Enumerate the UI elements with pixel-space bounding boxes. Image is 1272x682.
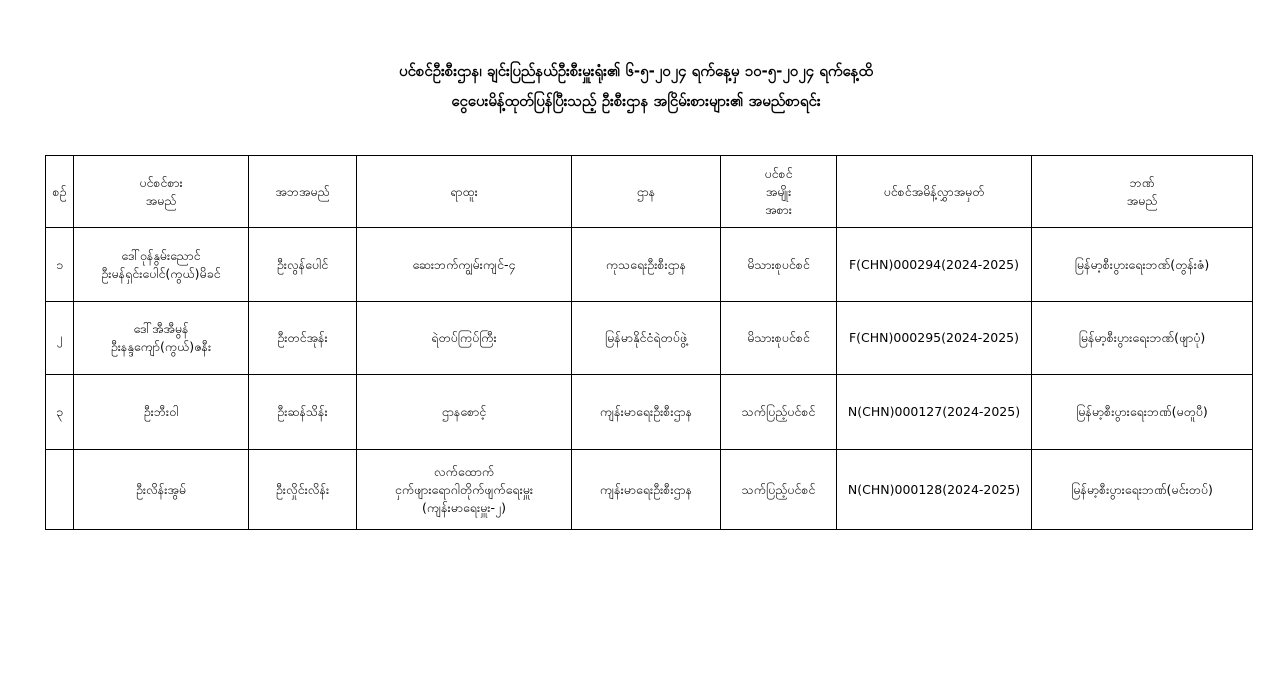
cell-pensioner-name bbox=[74, 375, 249, 450]
header-pension-type bbox=[721, 156, 837, 228]
cell-no: ၂ bbox=[46, 302, 74, 375]
cell-order-no: F(CHN)000294(2024-2025) bbox=[837, 228, 1032, 302]
document-title-line1: ပင်စင်ဦးစီးဌာန၊ ချင်းပြည်နယ်ဦးစီးမှူးရုံး၏ ၆-၅-၂၀၂၄ ရက်နေ့မှ ၁၀-၅-၂၀၂၄ ရက်နေ့ထိ bbox=[399, 62, 873, 80]
header-pensioner-line2: အမည် bbox=[145, 192, 177, 208]
cell-rank-line3: (ကျန်းမာရေးမှူး-၂) bbox=[422, 499, 506, 515]
cell-rank-line2: ငှက်ဖျားရောဂါတိုက်ဖျက်ရေးမှူး bbox=[394, 481, 534, 497]
cell-order-no: N(CHN)000128(2024-2025) bbox=[837, 450, 1032, 530]
cell-rank-line1: ဌာနစောင့် bbox=[441, 404, 487, 419]
cell-bank-name: မြန်မာ့စီးပွားရေးဘဏ်(တွန်းဇံ) bbox=[1032, 228, 1253, 302]
header-no: စဉ် bbox=[46, 156, 74, 228]
cell-no: ၃ bbox=[46, 375, 74, 450]
cell-pension-type: သက်ပြည့်ပင်စင် bbox=[721, 450, 837, 530]
header-pensioner-line1: ပင်စင်စား bbox=[139, 174, 183, 190]
cell-pension-type: သက်ပြည့်ပင်စင် bbox=[721, 375, 837, 450]
cell-pensioner-name bbox=[74, 302, 249, 375]
cell-name-line2: ဦးနန္ဒကျော်(ကွယ်)ဇနီး bbox=[110, 339, 212, 354]
header-type-line1: ပင်စင် bbox=[764, 165, 793, 181]
cell-name-line1: ဒေါ်အီအီမွန် bbox=[133, 321, 189, 336]
cell-name-line2: ဦးမန်ရှင်းပေါင်(ကွယ်)မိခင် bbox=[101, 265, 221, 281]
cell-department: ကျန်းမာရေးဦးစီးဌာန bbox=[572, 375, 721, 450]
cell-rank-line1: ရဲတပ်ကြပ်ကြီး bbox=[431, 330, 497, 345]
cell-no bbox=[46, 450, 74, 530]
cell-rank-line1: လက်ထောက် bbox=[433, 463, 495, 479]
header-type-line3: အစား bbox=[765, 201, 792, 217]
cell-no: ၁ bbox=[46, 228, 74, 302]
header-order-no: ပင်စင်အမိန့်လွှာအမှတ် bbox=[837, 156, 1032, 228]
cell-father-name: ဦးလှိုင်းလိန်း bbox=[249, 450, 357, 530]
header-pensioner-name bbox=[74, 156, 249, 228]
header-father-name: အဘအမည် bbox=[249, 156, 357, 228]
header-rank: ရာထူး bbox=[357, 156, 572, 228]
pensioner-table bbox=[45, 155, 1253, 530]
cell-order-no: N(CHN)000127(2024-2025) bbox=[837, 375, 1032, 450]
cell-name-line1: ဦးဘီးဝါ bbox=[143, 404, 179, 419]
cell-name-line1: ဒေါ်ဝုန်နွမ်းညောင် bbox=[121, 247, 201, 263]
header-department: ဌာန bbox=[572, 156, 721, 228]
cell-name-line1: ဦးလိန်းအွမ် bbox=[135, 481, 187, 497]
cell-pensioner-name bbox=[74, 450, 249, 530]
cell-pension-type: မိသားစုပင်စင် bbox=[721, 302, 837, 375]
cell-rank bbox=[357, 375, 572, 450]
cell-rank bbox=[357, 450, 572, 530]
cell-rank-line1: ဆေးဘက်ကျွမ်းကျင်-၄ bbox=[412, 256, 516, 272]
header-bank-name bbox=[1032, 156, 1253, 228]
table-row bbox=[46, 302, 1253, 375]
document-title-line2: ငွေပေးမိန့်ထုတ်ပြန်ပြီးသည့် ဦးစီးဌာန အငြိမ်းစားများ၏ အမည်စာရင်း bbox=[451, 92, 821, 110]
cell-father-name: ဦးဆန်သိန်း bbox=[249, 375, 357, 450]
cell-department: ကုသရေးဦးစီးဌာန bbox=[572, 228, 721, 302]
cell-rank bbox=[357, 228, 572, 302]
cell-pensioner-name bbox=[74, 228, 249, 302]
cell-department: ကျန်းမာရေးဦးစီးဌာန bbox=[572, 450, 721, 530]
cell-bank-name: မြန်မာ့စီးပွားရေးဘဏ်(မတူပီ) bbox=[1032, 375, 1253, 450]
table-row bbox=[46, 228, 1253, 302]
cell-department: မြန်မာနိုင်ငံရဲတပ်ဖွဲ့ bbox=[572, 302, 721, 375]
header-bank-line1: ဘဏ် bbox=[1129, 174, 1155, 190]
cell-order-no: F(CHN)000295(2024-2025) bbox=[837, 302, 1032, 375]
table-row bbox=[46, 375, 1253, 450]
cell-bank-name: မြန်မာ့စီးပွားရေးဘဏ်(မင်းတပ်) bbox=[1032, 450, 1253, 530]
cell-father-name: ဦးလွန်ပေါင် bbox=[249, 228, 357, 302]
header-type-line2: အမျိုး bbox=[765, 183, 792, 199]
cell-bank-name: မြန်မာ့စီးပွားရေးဘဏ်(ဖျာပုံ) bbox=[1032, 302, 1253, 375]
table-header-row bbox=[46, 156, 1253, 228]
cell-father-name: ဦးတင်အုန်း bbox=[249, 302, 357, 375]
header-bank-line2: အမည် bbox=[1126, 192, 1158, 208]
cell-pension-type: မိသားစုပင်စင် bbox=[721, 228, 837, 302]
table-row bbox=[46, 450, 1253, 530]
cell-rank bbox=[357, 302, 572, 375]
